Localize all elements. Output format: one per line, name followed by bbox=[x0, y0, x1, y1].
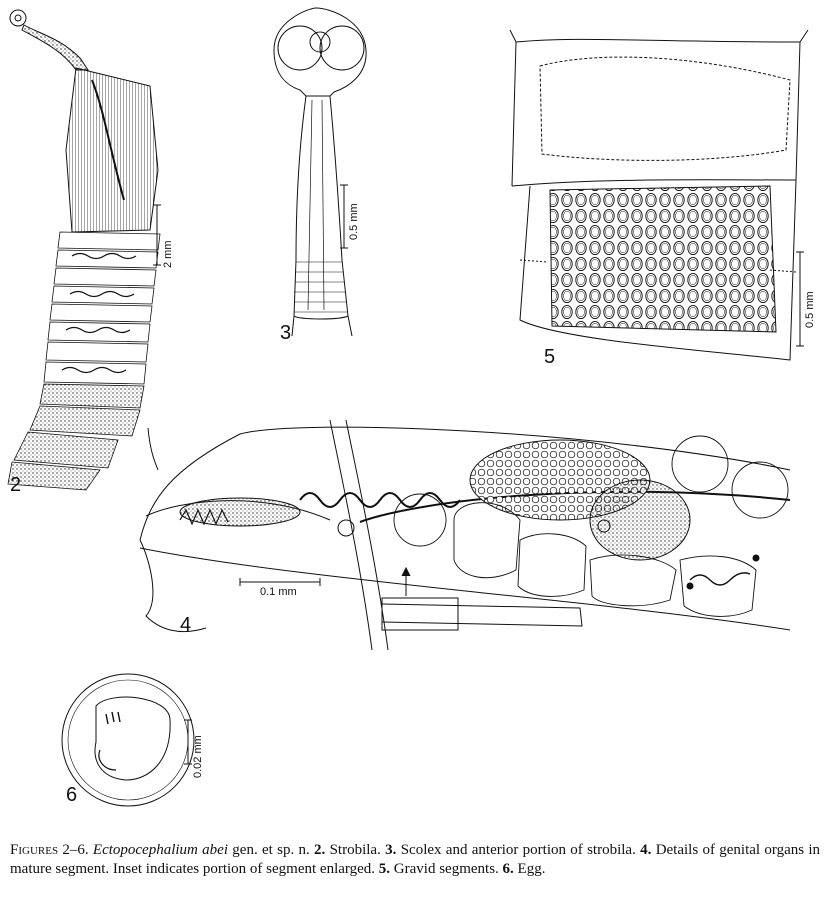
figure-2-scale-label: 2 mm bbox=[162, 240, 174, 268]
figure-6-scale-label: 0.02 mm bbox=[192, 735, 204, 778]
caption-item-text: Strobila. bbox=[329, 842, 381, 858]
figure-5-scale-label: 0.5 mm bbox=[804, 291, 816, 328]
caption-item-text: Scolex and anterior portion of strobila. bbox=[400, 842, 636, 858]
figure-6-number: 6 bbox=[66, 784, 78, 806]
caption-item-number: 5. bbox=[378, 861, 391, 877]
caption-item-number: 4. bbox=[640, 842, 652, 858]
figure-2-number: 2 bbox=[10, 474, 22, 496]
figure-3-scolex bbox=[274, 8, 366, 336]
caption-species: Ectopocephalium abei bbox=[92, 842, 228, 858]
figure-5-number: 5 bbox=[544, 346, 556, 368]
figure-caption bbox=[10, 841, 820, 879]
figure-3-scale-label: 0.5 mm bbox=[348, 203, 360, 240]
figure-5-gravid-segments bbox=[510, 30, 808, 360]
caption-item-number: 3. bbox=[385, 842, 397, 858]
figure-6-egg bbox=[62, 674, 194, 806]
figure-3-number: 3 bbox=[280, 322, 292, 344]
caption-lead: Figures 2–6. bbox=[10, 842, 89, 858]
figure-4-genital-organs bbox=[140, 420, 790, 650]
caption-item-number: 2. bbox=[314, 842, 326, 858]
caption-item-text: Egg. bbox=[517, 861, 546, 877]
caption-item-text: Details of genital organs in mature segment. Inset indicates portion of segment enlarged. bbox=[10, 842, 821, 877]
figure-2-strobila bbox=[8, 10, 161, 490]
figure-4-number: 4 bbox=[180, 614, 192, 636]
caption-item-text: Gravid segments. bbox=[393, 861, 499, 877]
caption-species-rest: gen. et sp. n. bbox=[232, 842, 310, 858]
figure-4-scale-label: 0.1 mm bbox=[260, 586, 297, 598]
caption-item-number: 6. bbox=[502, 861, 514, 877]
